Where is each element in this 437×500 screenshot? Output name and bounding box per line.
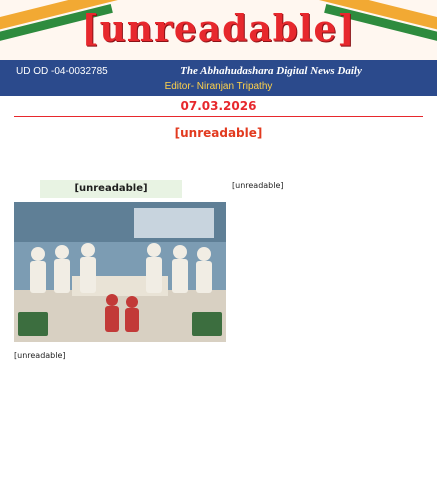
issue-date: 07.03.2026	[180, 99, 257, 113]
registration-number: UD OD -04-0032785	[16, 66, 108, 77]
article-byline: [unreadable]	[40, 180, 182, 198]
masthead-tagline: The Abhahudashara Digital News Daily	[180, 65, 362, 77]
info-band	[0, 60, 437, 96]
masthead-title: [unreadable]	[81, 8, 356, 50]
event-photo-icon	[14, 202, 226, 342]
article-body-intro: [unreadable]	[232, 181, 284, 190]
editor-line: Editor- Niranjan Tripathy	[164, 81, 273, 92]
article-headline: [unreadable]	[174, 126, 263, 140]
divider	[14, 116, 423, 117]
article-body: [unreadable]	[14, 351, 66, 360]
masthead	[0, 0, 437, 60]
